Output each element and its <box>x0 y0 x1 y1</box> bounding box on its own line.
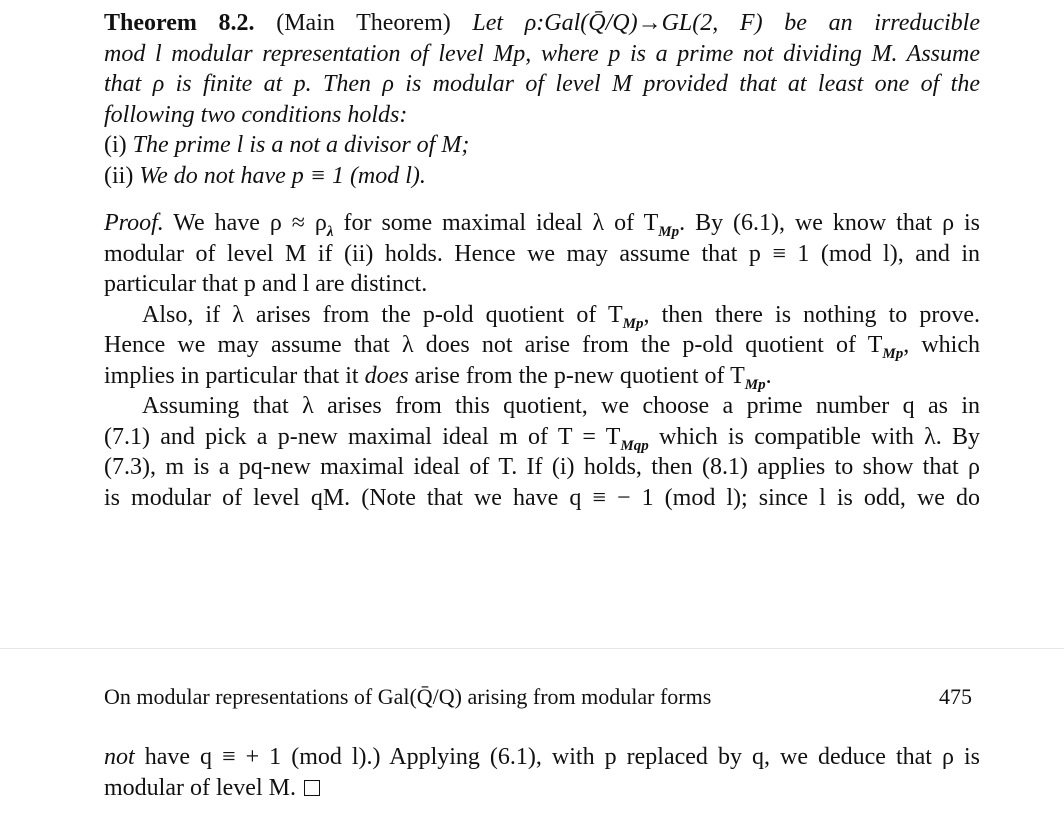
proof-text: Hence we may assume that λ does not arise from the p-old quotient of T <box>104 332 883 358</box>
qed-square-icon <box>304 780 320 796</box>
theorem-8-2 <box>104 8 980 191</box>
proof-line-1 <box>104 208 980 239</box>
proof-text: . By (6.1), we know that ρ is <box>679 210 981 236</box>
condition-ii-number: (ii) <box>104 162 134 189</box>
proof-label: Proof. <box>104 210 164 236</box>
subscript: Mp <box>622 315 644 332</box>
proof-line-8 <box>104 422 980 453</box>
condition-i <box>104 130 980 161</box>
proof-line-9: (7.3), m is a pq-new maximal ideal of T. If (i) holds, then (8.1) applies to show that ρ <box>104 454 980 480</box>
emphasis: not <box>104 744 135 770</box>
proof-text: arise from the p-new quotient of T <box>414 362 745 389</box>
condition-i-number: (i) <box>104 132 127 158</box>
proof-text: which is compatible with λ. By <box>659 423 981 450</box>
theorem-line-2: mod l modular representation of level Mp, where p is a prime not dividing M. Assume <box>104 40 980 67</box>
proof-line-3: particular that p and l are distinct. <box>104 271 428 297</box>
theorem-name: (Main Theorem) <box>276 10 451 36</box>
emphasis: does <box>364 362 409 389</box>
proof-text: implies in particular that it <box>104 362 359 389</box>
proof-text: Also, if λ arises from the p-old quotient of T <box>142 301 623 328</box>
proof-line-4 <box>104 300 980 331</box>
proof-line-6 <box>104 361 980 392</box>
proof-text: , which <box>903 332 980 358</box>
theorem-line-1 <box>104 8 980 39</box>
proof-text: We have ρ ≈ ρ <box>173 210 327 236</box>
condition-i-text: The prime l is a not a divisor of M; <box>132 132 470 158</box>
proof-line-5 <box>104 330 980 361</box>
condition-ii <box>104 161 980 192</box>
proof-continuation <box>104 742 980 803</box>
theorem-line-4: following two conditions holds: <box>104 101 408 128</box>
page-number: 475 <box>939 684 972 709</box>
proof-text: modular of level M. <box>104 774 296 801</box>
theorem-text-1: Let ρ:Gal(Q̄/Q)→GL(2, F) be an irreducible <box>472 10 980 36</box>
subscript: Mqp <box>620 437 649 454</box>
proof-text: . <box>765 362 772 389</box>
proof-text: (7.1) and pick a p-new maximal ideal m of T = T <box>104 423 621 450</box>
running-header <box>104 684 972 710</box>
proof-line-2: modular of level M if (ii) holds. Hence we may assume that p ≡ 1 (mod l), and in <box>104 240 980 267</box>
theorem-label: Theorem 8.2. <box>104 10 255 36</box>
proof-line-7: Assuming that λ arises from this quotient, we choose a prime number q as in <box>142 393 980 419</box>
proof-text: have q ≡ + 1 (mod l).) Applying (6.1), with p replaced by q, we deduce that ρ is <box>144 744 980 770</box>
subscript: Mp <box>744 376 766 393</box>
subscript: Mp <box>658 224 680 240</box>
proof-line-10: is modular of level qM. (Note that we have q ≡ − 1 (mod l); since l is odd, we do <box>104 484 980 511</box>
subscript: λ <box>326 224 334 240</box>
proof-text: , then there is nothing to prove. <box>643 301 980 328</box>
running-header-title: On modular representations of Gal(Q̄/Q) arising from modular forms <box>104 684 712 709</box>
condition-ii-text: We do not have p ≡ 1 (mod l). <box>139 162 426 189</box>
subscript: Mp <box>882 346 904 362</box>
proof-text: for some maximal ideal λ of T <box>343 210 659 236</box>
continuation-line-2 <box>104 773 980 804</box>
theorem-line-3: that ρ is finite at p. Then ρ is modular of level M provided that at least one of the <box>104 71 980 97</box>
continuation-line-1 <box>104 742 980 773</box>
proof <box>104 208 980 513</box>
page-divider <box>0 648 1064 649</box>
